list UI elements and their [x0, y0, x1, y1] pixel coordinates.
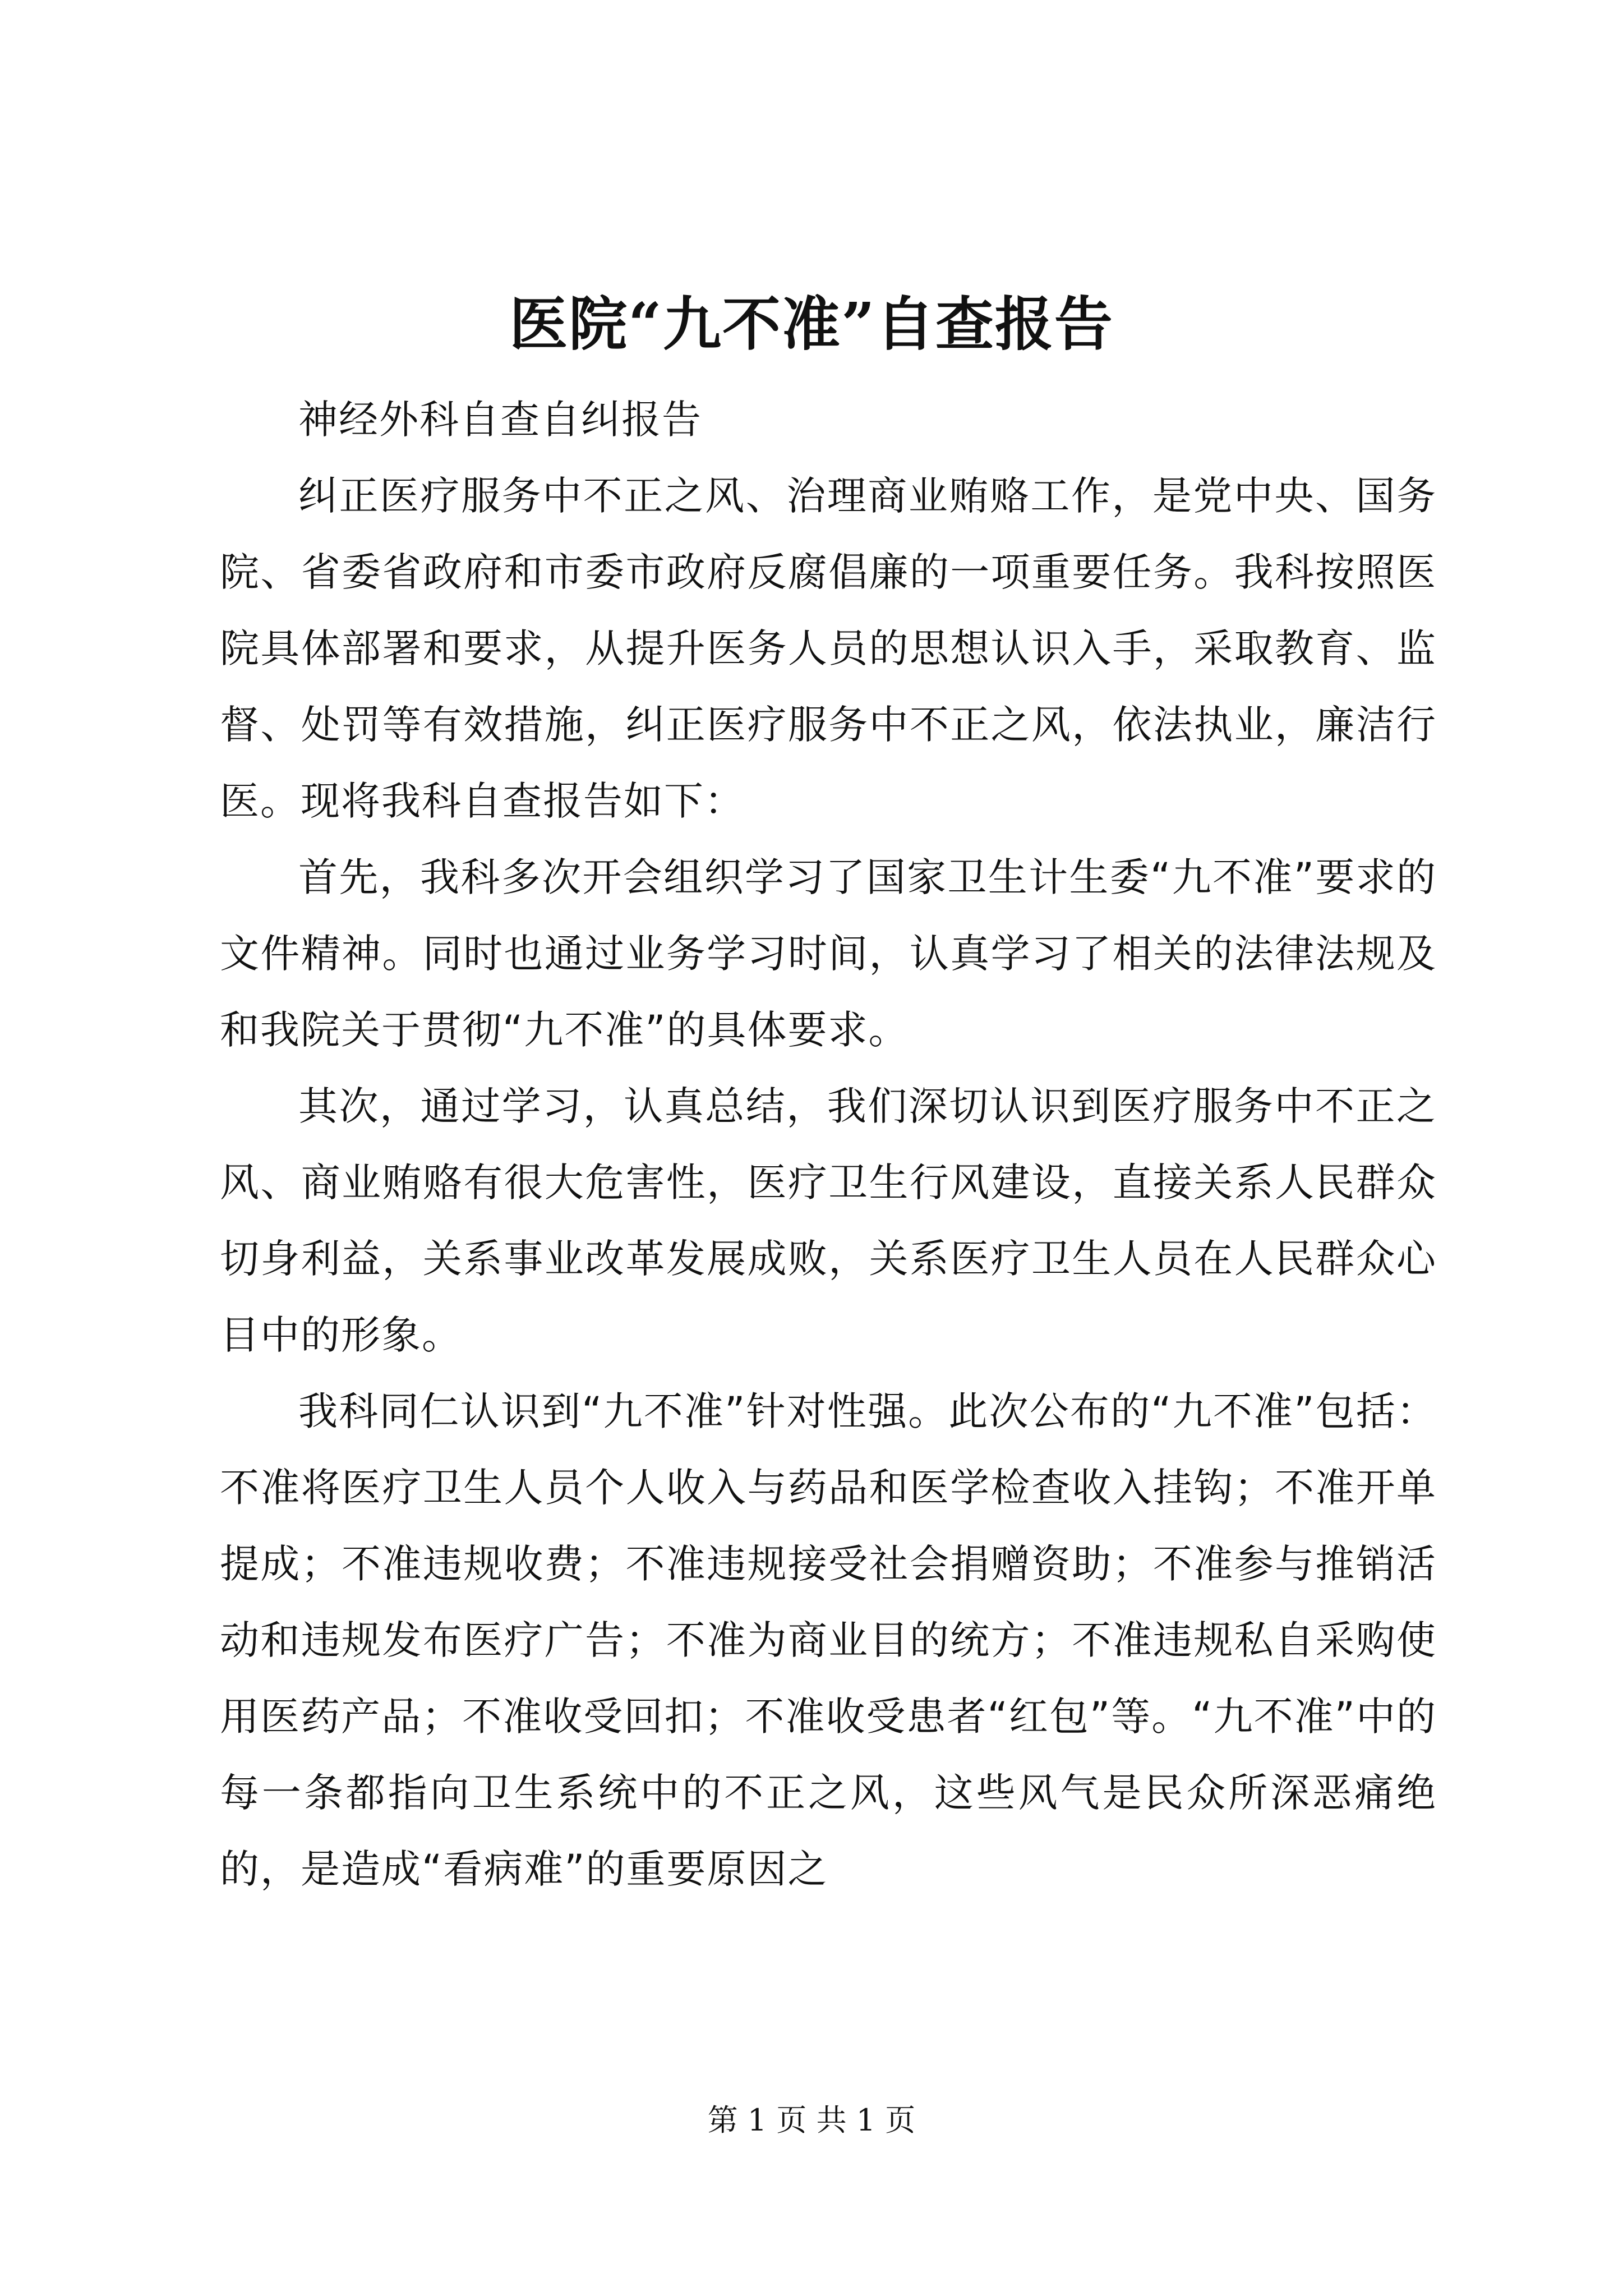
document-body	[220, 381, 1437, 1907]
body-paragraph: 首先，我科多次开会组织学习了国家卫生计生委“九不准”要求的文件精神。同时也通过业务学习时间，认真学习了相关的法律法规及和我院关于贯彻“九不准”的具体要求。	[220, 854, 1437, 1053]
body-paragraph: 其次，通过学习，认真总结，我们深切认识到医疗服务中不正之风、商业贿赂有很大危害性，医疗卫生行风建设，直接关系人民群众切身利益，关系事业改革发展成败，关系医疗卫生人员在人民群众心目中的形象。	[220, 1083, 1437, 1358]
page-footer: 第 1 页 共 1 页	[707, 2102, 916, 2138]
body-paragraph: 我科同仁认识到“九不准”针对性强。此次公布的“九不准”包括：不准将医疗卫生人员个人收入与药品和医学检查收入挂钩；不准开单提成；不准违规收费；不准违规接受社会捐赠资助；不准参与推销活动和违规发布医疗广告；不准为商业目的统方；不准违规私自采购使用医药产品；不准收受回扣；不准收受患者“红包”等。“九不准”中的每一条都指向卫生系统中的不正之风，这些风气是民众所深恶痛绝的，是造成“看病难”的重要原因之	[220, 1388, 1437, 1892]
body-paragraph: 纠正医疗服务中不正之风、治理商业贿赂工作，是党中央、国务院、省委省政府和市委市政府反腐倡廉的一项重要任务。我科按照医院具体部署和要求，从提升医务人员的思想认识入手，采取教育、监督、处罚等有效措施，纠正医疗服务中不正之风，依法执业，廉洁行医。现将我科自查报告如下：	[220, 473, 1437, 824]
document-title: 医院“九不准”自查报告	[509, 289, 1114, 358]
subtitle-paragraph: 神经外科自查自纠报告	[298, 397, 702, 443]
